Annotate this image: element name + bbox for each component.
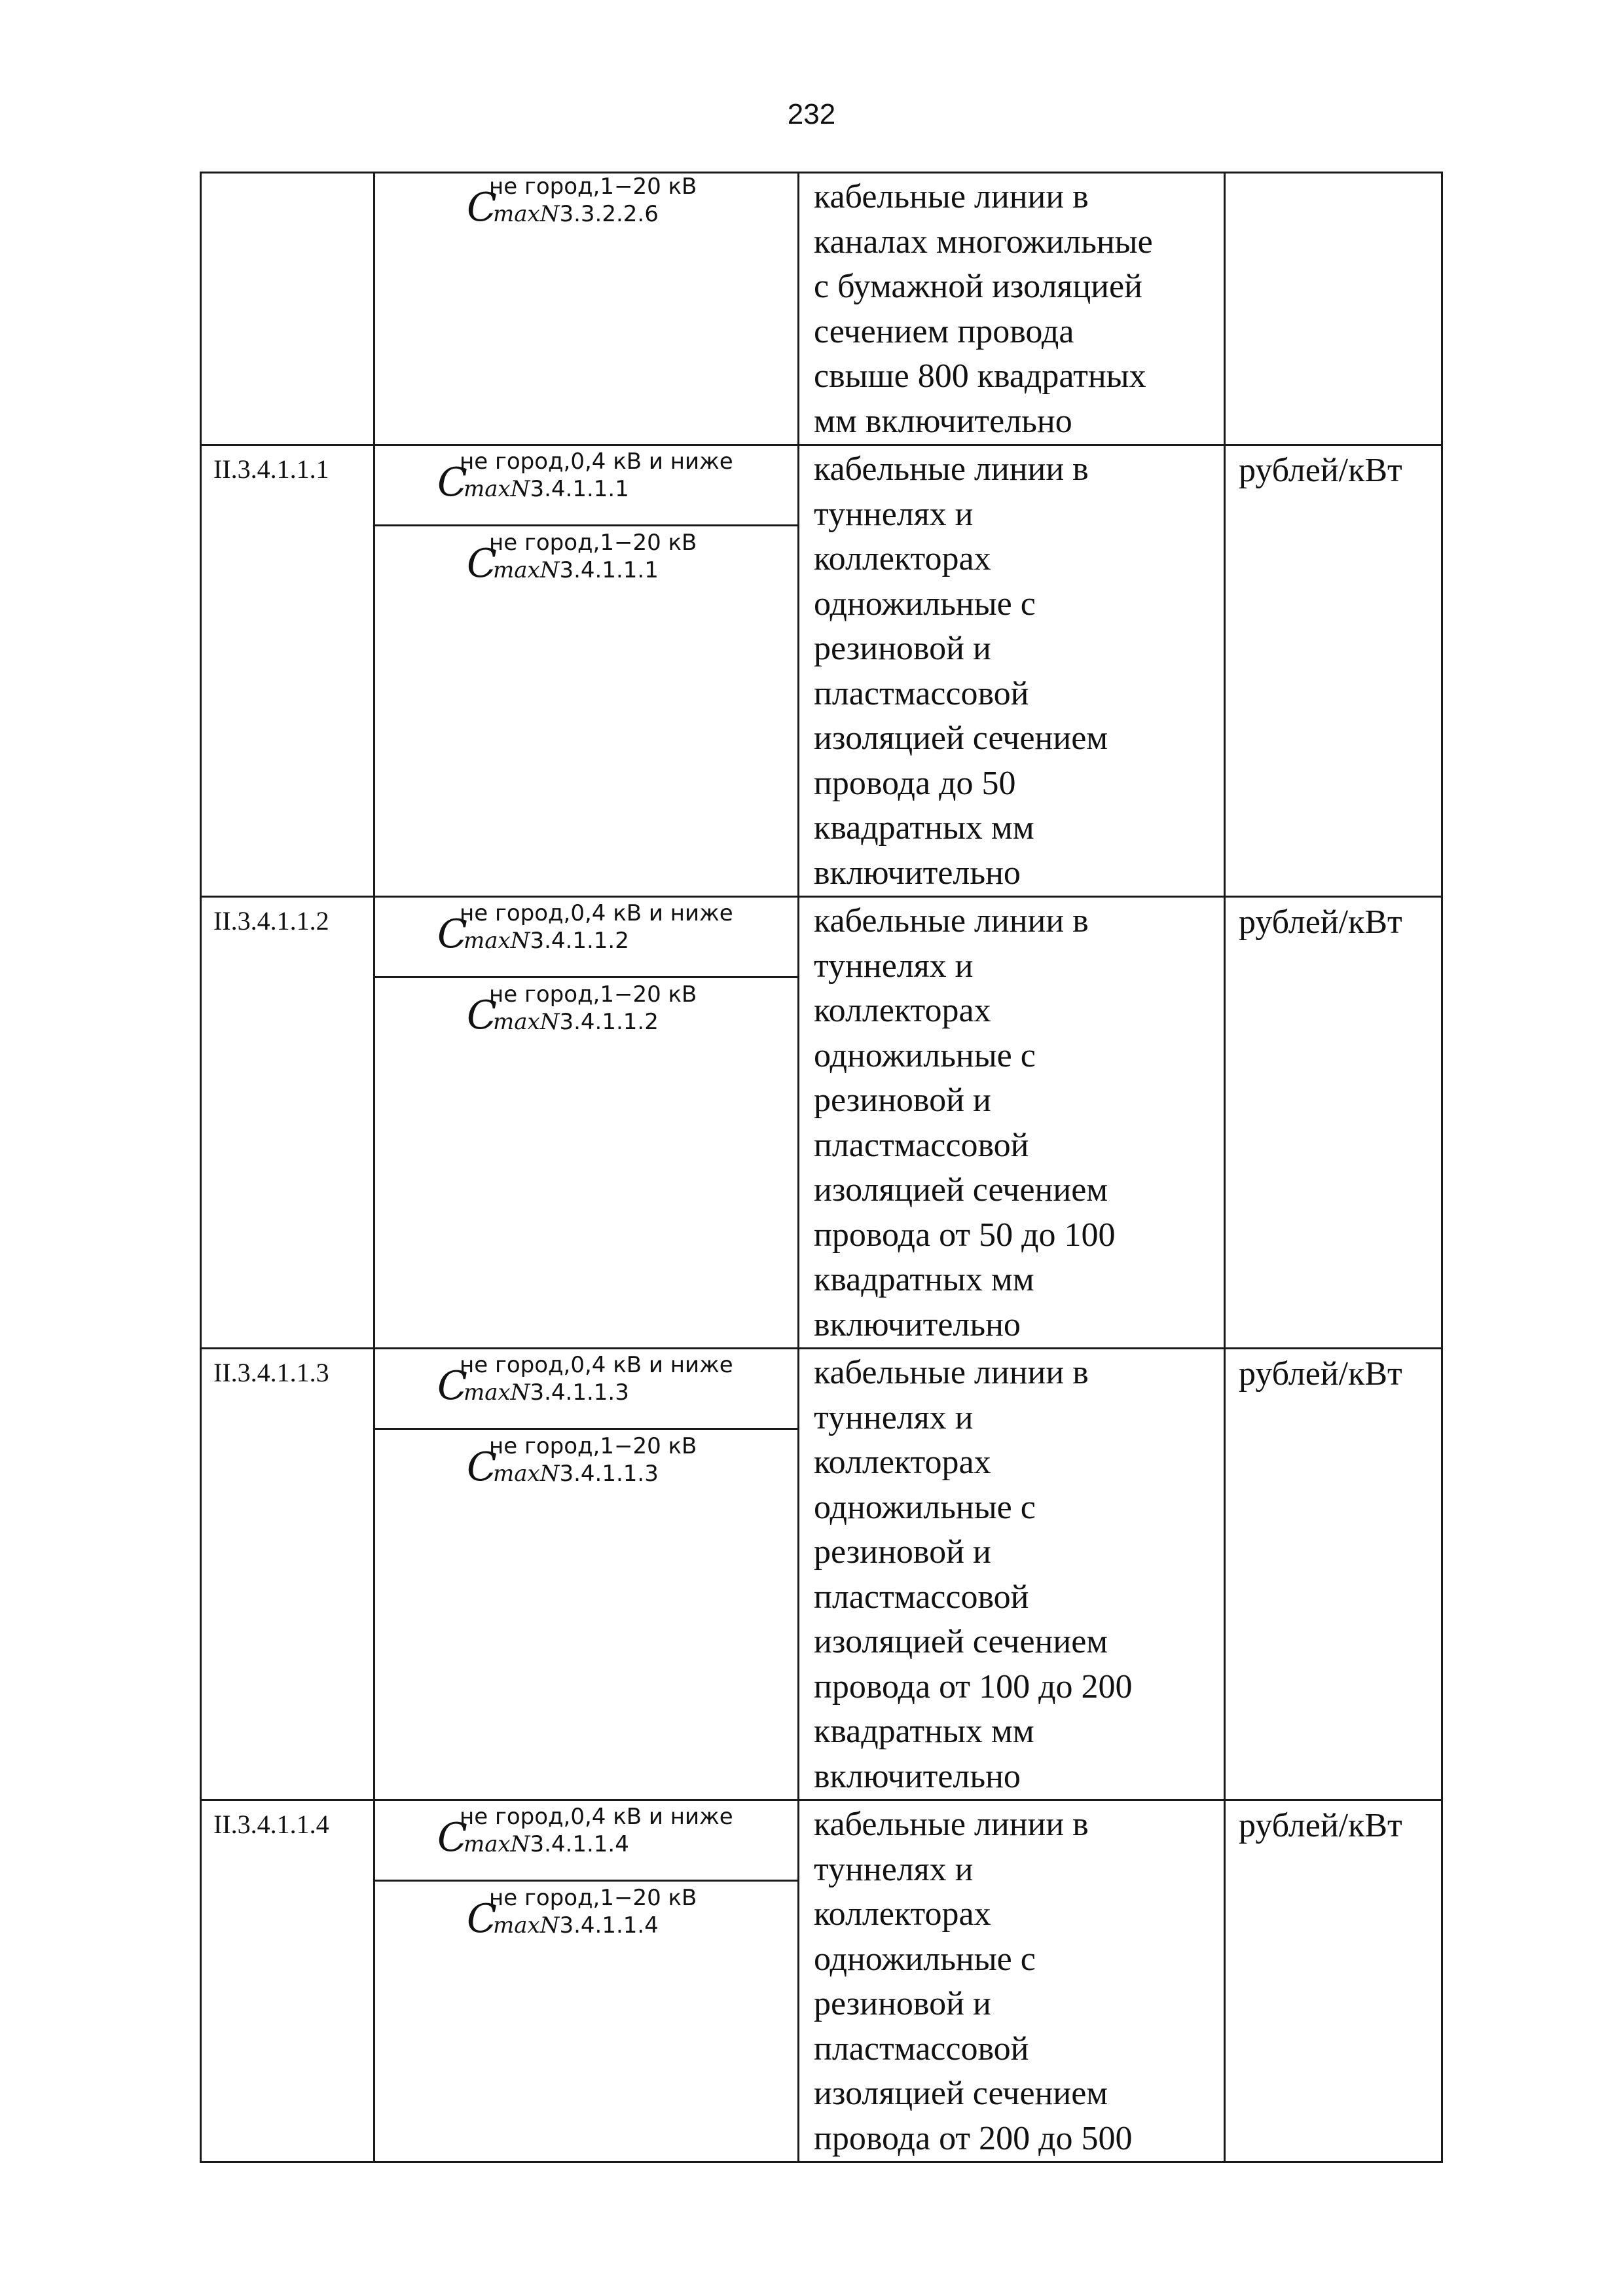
description-line: туннелях и [814,1850,974,1888]
formula-sub-var: maxN [493,1461,560,1487]
formula-sub-num: 3.4.1.1.4 [559,1912,659,1939]
formula-sub-var: maxN [493,1009,560,1035]
description-line: резиновой и [814,1082,991,1119]
formula-superscript: не город,1−20 кВ [489,981,697,1008]
description-line: резиновой и [814,630,991,667]
row-code: II.3.4.1.1.1 [201,445,374,897]
formula-base: C [467,1896,497,1942]
row-description [799,445,1225,897]
formula-subscript [493,1461,659,1487]
formula-superscript: не город,0,4 кВ и ниже [460,448,733,475]
description-line: коллекторах [814,1895,991,1933]
formula-cell [374,1800,799,2162]
formula-subscript [493,557,659,583]
formula-sub-var: maxN [493,201,560,227]
description-line: провода до 50 [814,764,1016,802]
description-line: изоляцией сечением [814,720,1108,757]
formula-subscript [493,201,659,227]
formula-block-04kv [375,898,797,978]
formula-cell [374,173,799,445]
description-line: резиновой и [814,1985,991,2022]
formula-sub-num: 3.4.1.1.1 [559,557,659,583]
row-unit: рублей/кВт [1225,897,1442,1349]
row-code: II.3.4.1.1.3 [201,1349,374,1800]
description-line: сечением провода [814,312,1074,350]
formula-base: C [467,541,497,587]
table-row [201,1800,1442,2162]
formula-block-04kv [375,1349,797,1430]
description-line: изоляцией сечением [814,2075,1108,2112]
formula-sub-num: 3.4.1.1.3 [559,1461,659,1487]
formula-sub-var: maxN [464,1379,530,1406]
formula-block-04kv [375,446,797,526]
description-line: коллекторах [814,992,991,1029]
description-line: коллекторах [814,1444,991,1481]
description-line: одножильные с [814,1488,1036,1526]
formula-subscript [493,1009,659,1035]
description-line: кабельные линии в [814,450,1089,488]
description-line: включительно [814,1757,1021,1795]
tariff-table [200,172,1443,2163]
formula-subscript [464,476,629,502]
formula-superscript: не город,0,4 кВ и ниже [460,1804,733,1830]
formula-superscript: не город,0,4 кВ и ниже [460,900,733,926]
description-line: одножильные с [814,1940,1036,1978]
row-unit [1225,173,1442,445]
description-line: кабельные линии в [814,1806,1089,1843]
formula-cell [374,445,799,897]
formula-sub-var: maxN [464,928,530,954]
description-line: туннелях и [814,947,974,985]
row-description [799,173,1225,445]
row-description [799,1349,1225,1800]
formula-base: C [467,993,497,1038]
description-line: провода от 50 до 100 [814,1216,1116,1254]
description-line: квадратных мм [814,809,1034,847]
description-line: квадратных мм [814,1713,1034,1750]
description-line: кабельные линии в [814,902,1089,939]
row-unit: рублей/кВт [1225,445,1442,897]
description-line: изоляцией сечением [814,1623,1108,1660]
description-line: с бумажной изоляцией [814,268,1142,305]
formula-superscript: не город,1−20 кВ [489,173,697,200]
formula-base: C [437,1363,467,1409]
formula-block-04kv [375,1801,797,1882]
description-line: мм включительно [814,402,1072,440]
description-line: свыше 800 квадратных [814,357,1146,395]
formula-base: C [467,1444,497,1490]
description-line: провода от 200 до 500 [814,2119,1133,2157]
description-line: туннелях и [814,495,974,533]
row-unit: рублей/кВт [1225,1800,1442,2162]
formula-sub-var: maxN [464,1831,530,1857]
formula-sub-var: maxN [493,557,560,583]
description-line: пластмассовой [814,1578,1029,1616]
table-row [201,1349,1442,1800]
description-line: провода от 100 до 200 [814,1667,1133,1705]
formula-base: C [437,1815,467,1861]
formula-base: C [437,911,467,957]
description-line: изоляцией сечением [814,1171,1108,1209]
description-line: туннелях и [814,1398,974,1436]
description-line: включительно [814,1305,1021,1343]
description-line: одножильные с [814,1036,1036,1074]
formula-sub-num: 3.4.1.1.4 [530,1831,629,1857]
row-code [201,173,374,445]
table-body [201,173,1442,2162]
description-line: одножильные с [814,585,1036,623]
description-line: квадратных мм [814,1261,1034,1298]
formula-subscript [493,1912,659,1939]
description-line: резиновой и [814,1533,991,1571]
description-line: пластмассовой [814,1126,1029,1164]
formula-base: C [467,185,497,230]
formula-sub-num: 3.4.1.1.1 [530,476,629,502]
description-line: коллекторах [814,540,991,577]
page-number: 232 [787,98,836,130]
formula-superscript: не город,1−20 кВ [489,530,697,556]
formula-subscript [464,928,629,954]
row-code: II.3.4.1.1.2 [201,897,374,1349]
formula-sub-num: 3.4.1.1.2 [559,1009,659,1035]
table-row [201,445,1442,897]
formula-subscript [464,1831,629,1857]
table-row [201,897,1442,1349]
table-row [201,173,1442,445]
formula-sub-num: 3.4.1.1.2 [530,928,629,954]
formula-sub-var: maxN [493,1912,560,1939]
formula-cell [374,1349,799,1800]
description-line: кабельные линии в [814,178,1089,215]
formula-base: C [437,460,467,505]
formula-superscript: не город,0,4 кВ и ниже [460,1352,733,1378]
row-unit: рублей/кВт [1225,1349,1442,1800]
formula-sub-num: 3.4.1.1.3 [530,1379,629,1406]
description-line: кабельные линии в [814,1354,1089,1391]
description-line: пластмассовой [814,674,1029,712]
description-line: включительно [814,854,1021,892]
description-line: каналах многожильные [814,223,1153,261]
formula-subscript [464,1379,629,1406]
row-code: II.3.4.1.1.4 [201,1800,374,2162]
row-description [799,1800,1225,2162]
description-line: пластмассовой [814,2030,1029,2068]
formula-sub-var: maxN [464,476,530,502]
formula-cell [374,897,799,1349]
formula-sub-num: 3.3.2.2.6 [559,201,659,227]
row-description [799,897,1225,1349]
formula-superscript: не город,1−20 кВ [489,1885,697,1911]
formula-superscript: не город,1−20 кВ [489,1433,697,1459]
